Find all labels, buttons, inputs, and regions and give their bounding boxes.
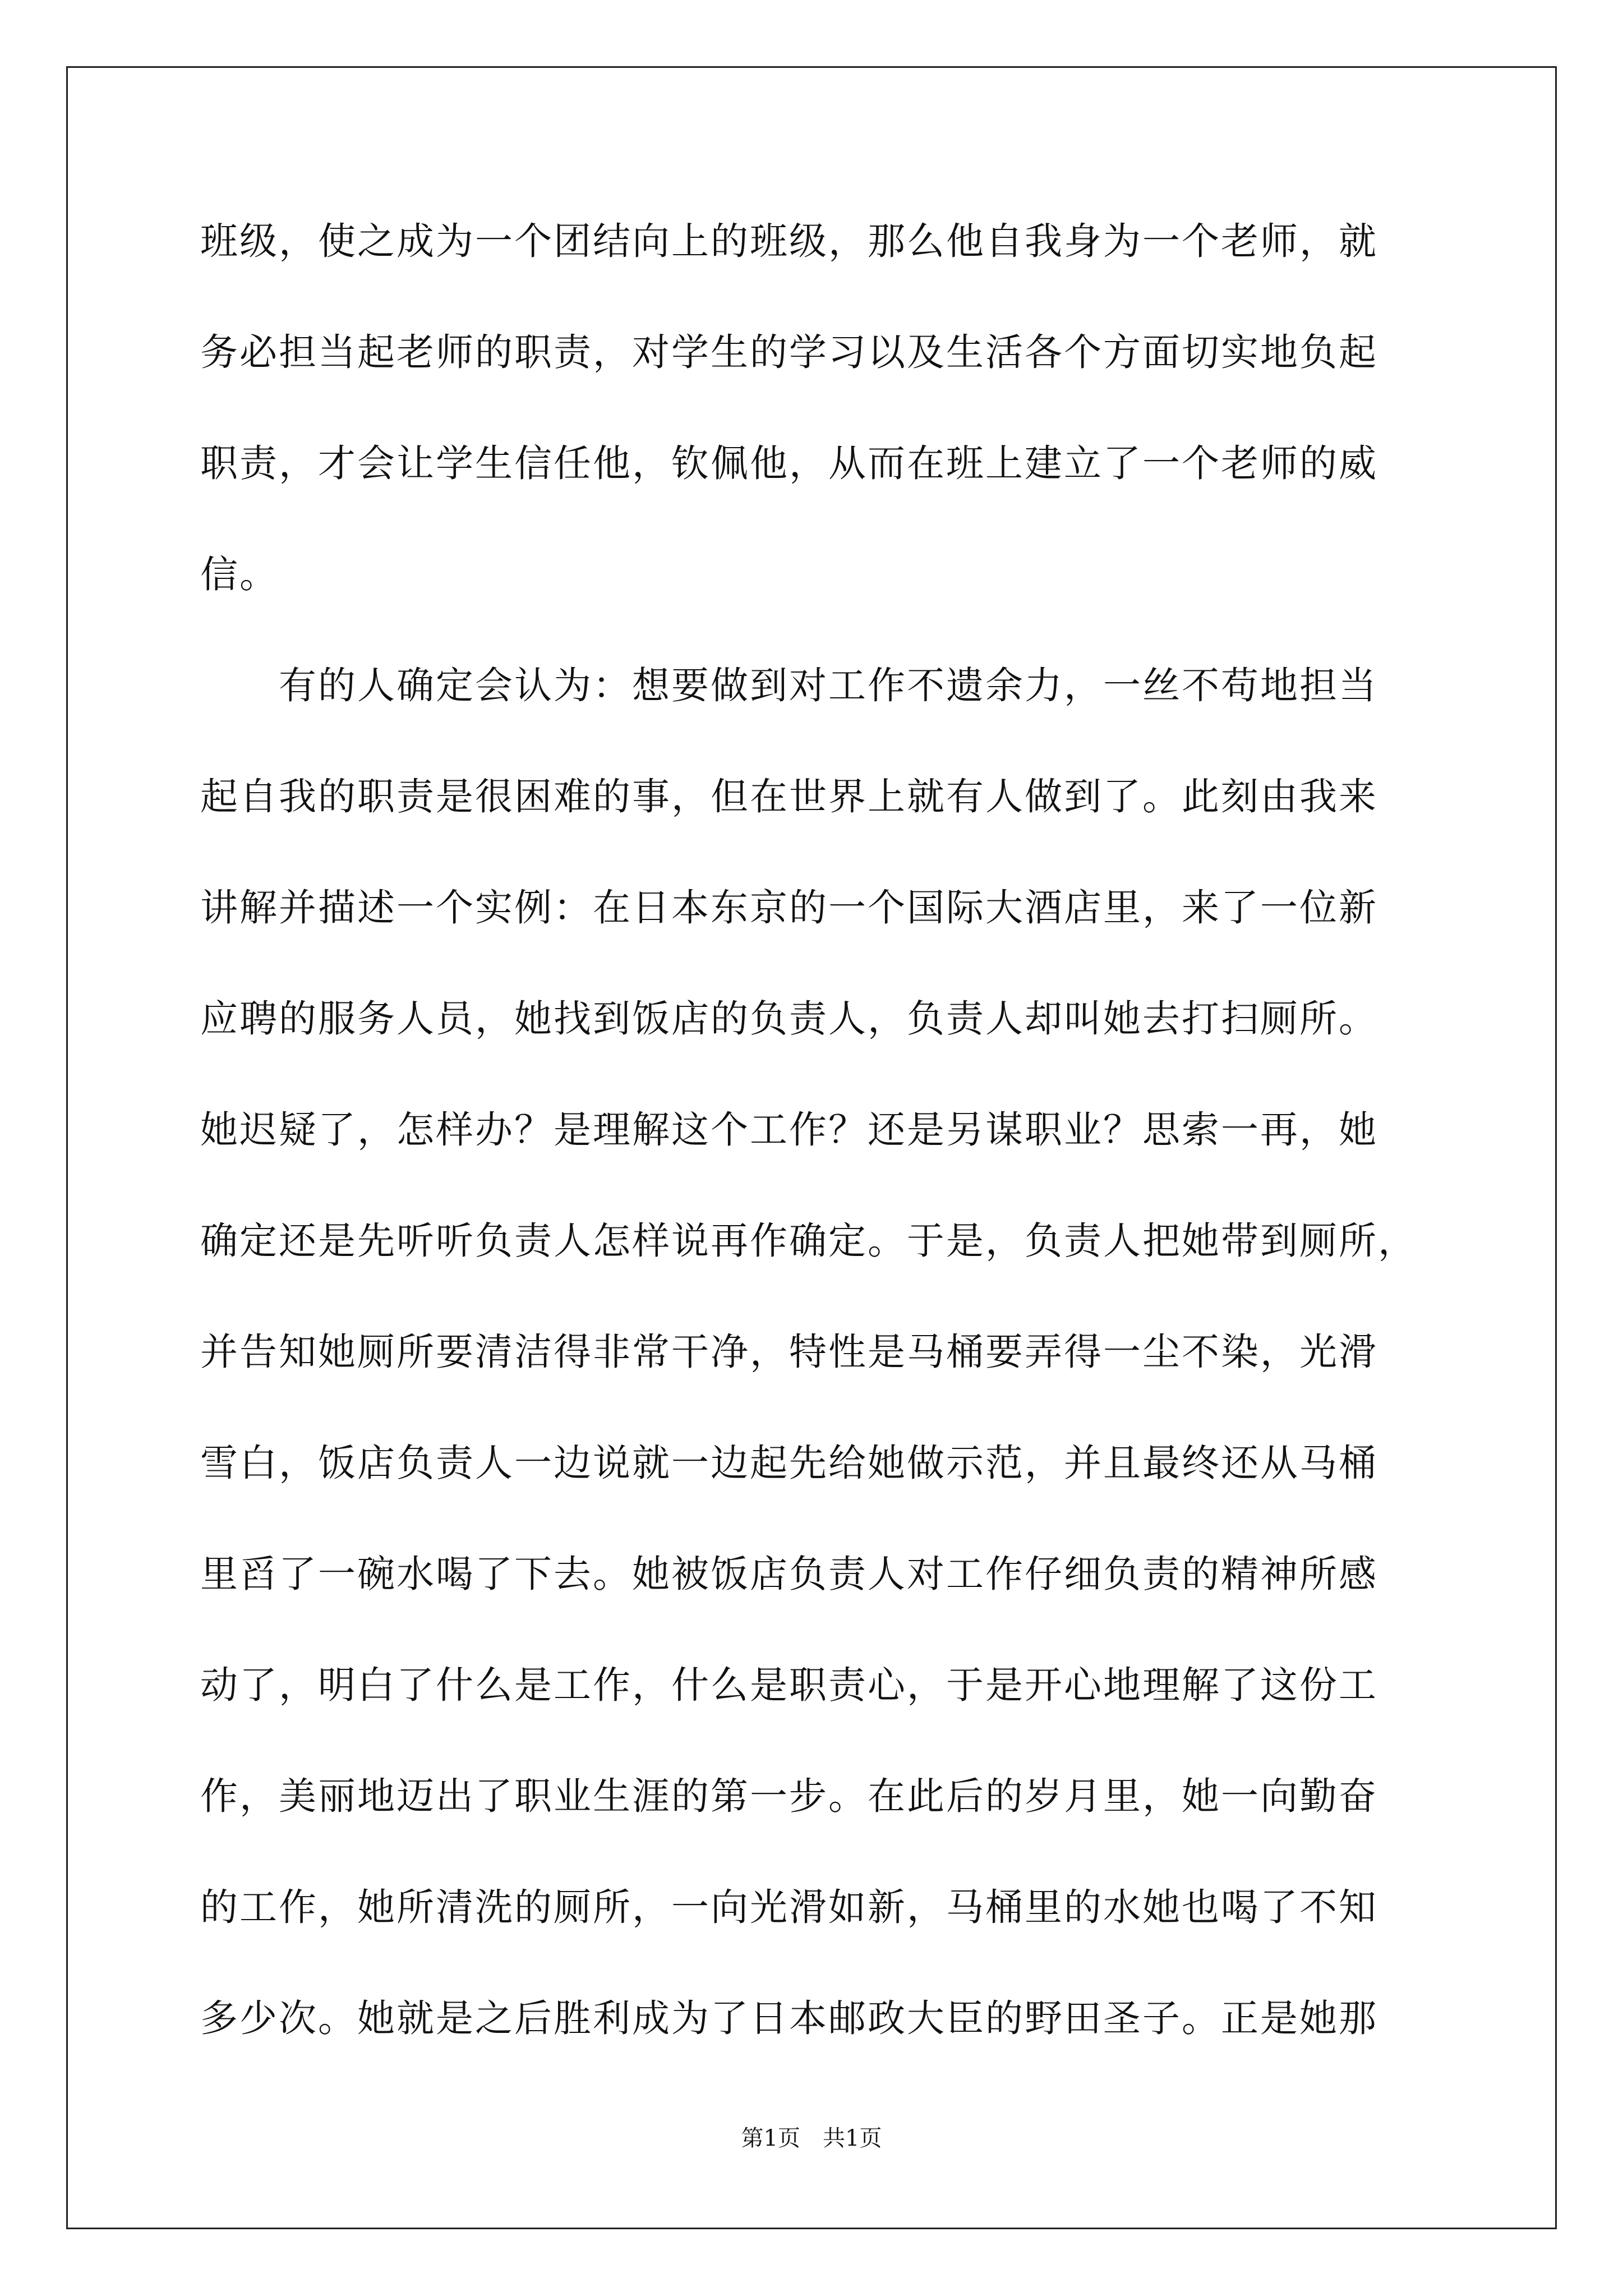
text-line: 确定还是先听听负责人怎样说再作确定。于是，负责人把她带到厕所， — [200, 1219, 1417, 1263]
text-line: 班级，使之成为一个团结向上的班级，那么他自我身为一个老师，就 — [200, 219, 1378, 263]
text-line: 应聘的服务人员，她找到饭店的负责人，负责人却叫她去打扫厕所。 — [200, 997, 1378, 1041]
text-line: 有的人确定会认为：想要做到对工作不遗余力，一丝不苟地担当 — [200, 664, 1378, 707]
text-line: 动了，明白了什么是工作，什么是职责心，于是开心地理解了这份工 — [200, 1663, 1378, 1707]
text-line: 的工作，她所清洗的厕所，一向光滑如新，马桶里的水她也喝了不知 — [200, 1885, 1378, 1929]
page-number-footer: 第1页 共1页 — [741, 2125, 882, 2151]
text-line: 起自我的职责是很困难的事，但在世界上就有人做到了。此刻由我来 — [200, 775, 1378, 818]
text-line: 务必担当起老师的职责，对学生的学习以及生活各个方面切实地负起 — [200, 330, 1378, 374]
text-line: 里舀了一碗水喝了下去。她被饭店负责人对工作仔细负责的精神所感 — [200, 1552, 1378, 1596]
document-body — [200, 208, 1427, 2096]
text-line: 职责，才会让学生信任他，钦佩他，从而在班上建立了一个老师的威 — [200, 441, 1378, 485]
text-line: 她迟疑了，怎样办？是理解这个工作？还是另谋职业？思索一再，她 — [200, 1108, 1378, 1152]
text-line: 并告知她厕所要清洁得非常干净，特性是马桶要弄得一尘不染，光滑 — [200, 1330, 1378, 1374]
text-line: 作，美丽地迈出了职业生涯的第一步。在此后的岁月里，她一向勤奋 — [200, 1774, 1378, 1818]
text-line: 雪白，饭店负责人一边说就一边起先给她做示范，并且最终还从马桶 — [200, 1441, 1378, 1485]
text-line: 多少次。她就是之后胜利成为了日本邮政大臣的野田圣子。正是她那 — [200, 1996, 1378, 2040]
text-line: 信。 — [200, 553, 279, 596]
text-line: 讲解并描述一个实例：在日本东京的一个国际大酒店里，来了一位新 — [200, 886, 1378, 930]
